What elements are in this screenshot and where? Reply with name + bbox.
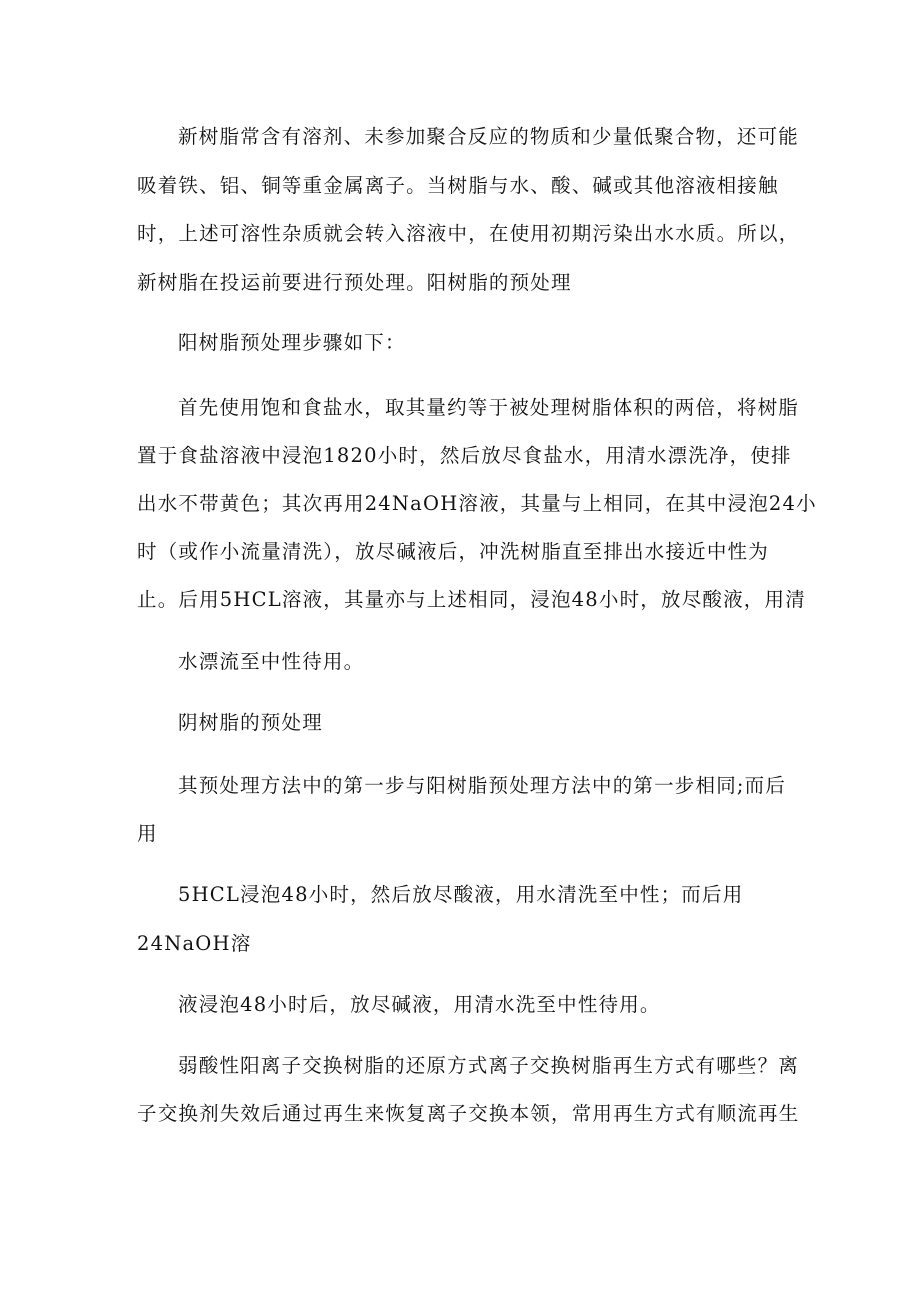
cation-steps-heading: 阳树脂预处理步骤如下： — [178, 331, 406, 354]
anion-step3-line: 液浸泡48小时后，放尽碱液，用清水洗至中性待用。 — [178, 993, 661, 1016]
intro-line-4: 新树脂在投运前要进行预处理。阳树脂的预处理 — [137, 271, 572, 294]
cation-step-line-3: 出水不带黄色；其次再用24NaOH溶液，其量与上相同，在其中浸泡24小 — [137, 492, 817, 515]
anion-heading: 阴树脂的预处理 — [178, 711, 323, 734]
intro-line-2: 吸着铁、铝、铜等重金属离子。当树脂与水、酸、碱或其他溶液相接触 — [137, 174, 779, 197]
anion-step2-line-2: 24NaOH溶 — [137, 932, 252, 955]
cation-step-line-1: 首先使用饱和食盐水，取其量约等于被处理树脂体积的两倍，将树脂 — [178, 396, 800, 419]
cation-step-line-2: 置于食盐溶液中浸泡1820小时，然后放尽食盐水，用清水漂洗净，使排 — [137, 444, 792, 467]
cation-step-line-4: 时（或作小流量清洗），放尽碱液后，冲洗树脂直至排出水接近中性为 — [137, 540, 769, 563]
intro-line-1: 新树脂常含有溶剂、未参加聚合反应的物质和少量低聚合物，还可能 — [178, 125, 800, 148]
cation-step-end: 水漂流至中性待用。 — [178, 650, 365, 673]
anion-step1-line-2: 用 — [137, 822, 158, 845]
intro-line-3: 时，上述可溶性杂质就会转入溶液中，在使用初期污染出水水质。所以， — [137, 222, 800, 245]
regeneration-line-1: 弱酸性阳离子交换树脂的还原方式离子交换树脂再生方式有哪些？离 — [178, 1054, 800, 1077]
cation-step-line-5: 止。后用5HCL溶液，其量亦与上述相同，浸泡48小时，放尽酸液，用清 — [137, 588, 806, 611]
anion-step2-line-1: 5HCL浸泡48小时，然后放尽酸液，用水清洗至中性；而后用 — [178, 883, 744, 906]
regeneration-line-2: 子交换剂失效后通过再生来恢复离子交换本领，常用再生方式有顺流再生 — [137, 1102, 800, 1125]
anion-step1-line-1: 其预处理方法中的第一步与阳树脂预处理方法中的第一步相同;而后 — [178, 774, 787, 797]
